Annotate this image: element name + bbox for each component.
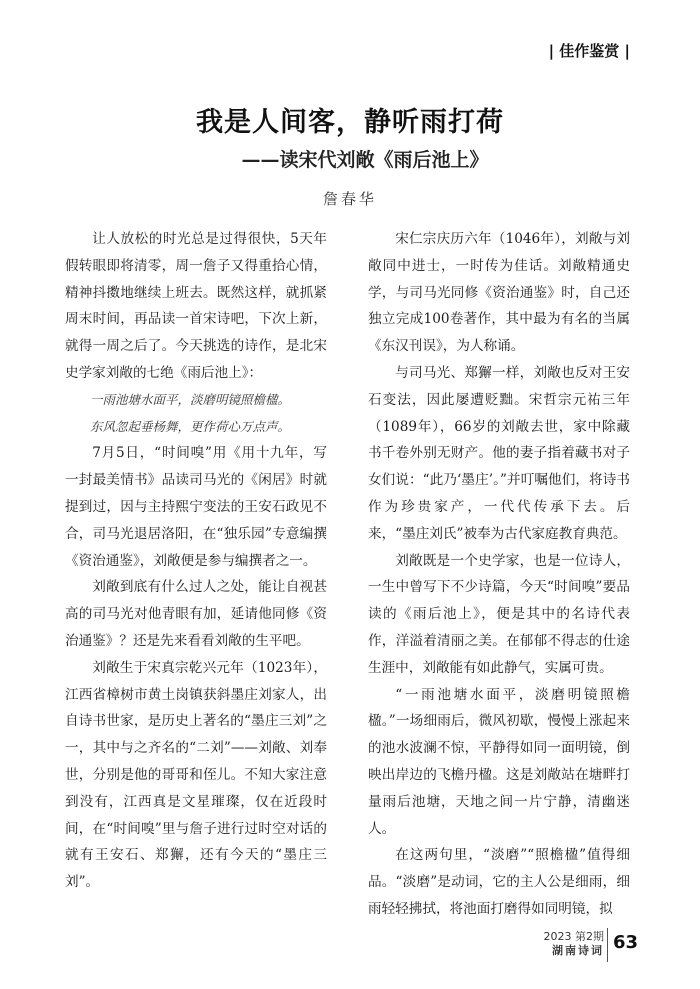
paragraph: 刘敞既是一个史学家，也是一位诗人，一生中曾写下不少诗篇，今天“时间嗅”要品读的《雨后池上》，便是其中的名诗代表作，洋溢着清丽之美。在郁郁不得志的仕途生涯中，刘敞能有如此静气，实属可贵。: [368, 552, 630, 676]
footer-meta: [480, 930, 604, 958]
paragraph: 7月5日，“时间嗅”用《用十九年，写一封最美情书》品读司马光的《闲居》时就提到过，因与主持熙宁变法的王安石政见不合，司马光退居洛阳，在“独乐园”专意编撰《资治通鉴》，刘敞便是参与编撰者之一。: [65, 445, 327, 569]
paragraph: 让人放松的时光总是过得很快，5天年假转眼即将清零，周一詹子又得重拾心情，精神抖擞地继续上班去。既然这样，就抓紧周末时间，再品读一首宋诗吧，下次上新，就得一周之后了。今天挑选的诗作，是北宋史学家刘敞的七绝《雨后池上》：: [65, 231, 327, 381]
paragraph: 宋仁宗庆历六年（1046年），刘敞与刘敞同中进士，一时传为佳话。刘敞精通史学，与司马光同修《资治通鉴》时，自己还独立完成100卷著作，其中最为有名的当属《东汉刊误》，为人称诵。: [368, 231, 630, 355]
paragraph: 与司马光、郑獬一样，刘敞也反对王安石变法，因此屡遭贬黜。宋哲宗元祐三年（1089年），66岁的刘敞去世，家中除藏书千卷外别无财产。他的妻子指着藏书对子女们说：“此乃‘墨庄’。”并叮嘱他们，将诗书作为珍贵家产，一代代传承下去。后来，“墨庄刘氏”被奉为古代家庭教育典范。: [368, 364, 630, 542]
footer-divider: [607, 928, 608, 962]
paragraph: “一雨池塘水面平，淡磨明镜照檐楹。”一场细雨后，微风初歇，慢慢上涨起来的池水波澜不惊，平静得如同一面明镜，倒映出岸边的飞檐丹楹。这是刘敞站在塘畔打量雨后池塘，天地之间一片宁静，清幽迷人。: [368, 686, 630, 837]
poem-line: 东风忽起垂杨舞，更作荷心万点声。: [90, 418, 291, 434]
article-subtitle: ——读宋代刘敞《雨后池上》: [241, 149, 489, 171]
paragraph: 在这两句里，“淡磨”“照檐楹”值得细品。“淡磨”是动词，它的主人公是细雨，细雨轻轻拂拭，将池面打磨得如同明镜，拟: [368, 847, 630, 917]
article-title: 我是人间客，静听雨打荷: [196, 107, 504, 138]
page-number: 63: [613, 932, 639, 953]
section-tag: | 佳作鉴赏 |: [548, 42, 630, 60]
right-column: [368, 226, 630, 923]
magazine-name: 湖南诗词: [552, 944, 604, 957]
issue-label: 2023 第2期: [543, 930, 604, 943]
paragraph: 刘敞生于宋真宗乾兴元年（1023年），江西省樟树市黄土岗镇获斜墨庄刘家人，出自诗书世家，是历史上著名的“墨庄三刘”之一，其中与之齐名的“二刘”——刘敞、刘奉世，分别是他的哥哥和侄儿。不知大家注意到没有，江西真是文星璀璨，仅在近段时间，在“时间嗅”里与詹子进行过时空对话的就有王安石、郑獬，还有今天的“墨庄三刘”。: [65, 659, 327, 891]
left-column: [65, 226, 327, 896]
poem-line: 一雨池塘水面平，淡磨明镜照檐楹。: [90, 391, 291, 407]
paragraph: 刘敞到底有什么过人之处，能让自视甚高的司马光对他青眼有加，延请他同修《资治通鉴》？还是先来看看刘敞的生平吧。: [65, 579, 327, 649]
article-author: 詹春华: [322, 190, 377, 208]
